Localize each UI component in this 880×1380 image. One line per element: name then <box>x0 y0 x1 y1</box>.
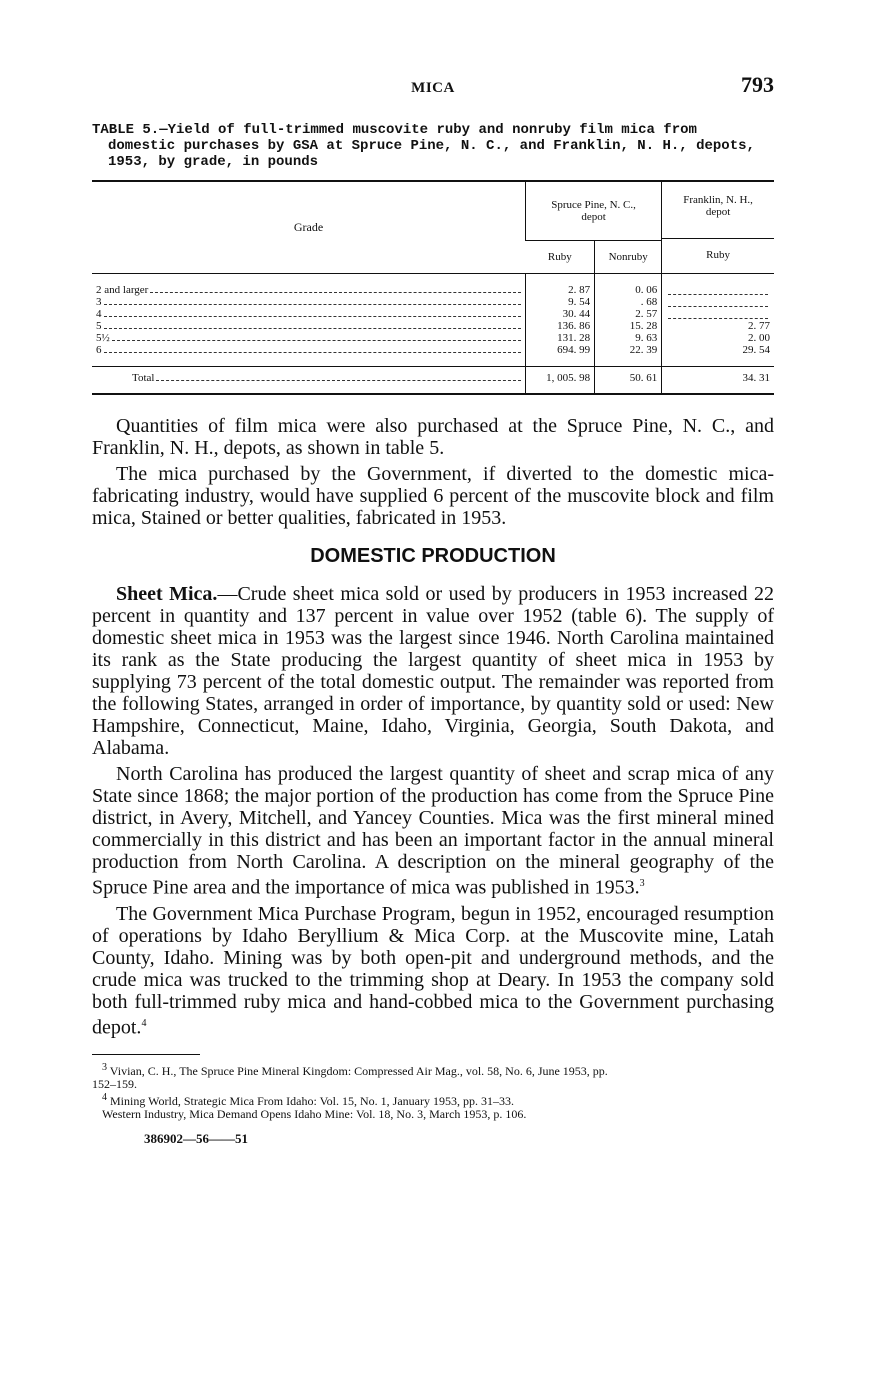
paragraph <box>92 763 774 899</box>
franklin-ruby-empty <box>662 296 774 308</box>
spruce-nonruby-value: 0. 06 <box>595 284 662 296</box>
franklin-ruby-value: 2. 00 <box>662 332 774 344</box>
footnote-divider <box>92 1054 200 1055</box>
runin-heading: Sheet Mica. <box>116 583 218 605</box>
yield-table <box>92 180 774 395</box>
grade-label: 3 <box>96 296 102 308</box>
spruce-ruby-value: 136. 86 <box>526 320 595 332</box>
paragraph-text: North Carolina has produced the largest quantity of sheet and scrap mica of any State since 1868; the major portion of the production has come from the Spruce Pine district, in Avery, Mitchell, and Yancey Counties. Mica was the first mineral mined commercially in this district and has been an important factor in the annual mineral production from North Carolina. A description on the mineral geography of the Spruce Pine area and the importance of mica was published in 1953. <box>92 763 774 899</box>
spruce-nonruby-value: 15. 28 <box>595 320 662 332</box>
paragraph: Quantities of film mica were also purchased at the Spruce Pine, N. C., and Franklin, N. H., depots, as shown in table 5. <box>92 415 774 459</box>
spruce-ruby-value: 131. 28 <box>526 332 595 344</box>
spruce-pine-header: Spruce Pine, N. C., depot <box>526 181 662 241</box>
grade-label: 5½ <box>96 332 110 344</box>
caption-line-1: TABLE 5.—Yield of full-trimmed muscovite ruby and nonruby film mica from <box>92 122 697 138</box>
grade-column-header: Grade <box>92 181 526 274</box>
franklin-header <box>662 181 774 274</box>
spruce-ruby-value: 694. 99 <box>526 344 595 356</box>
footnote-text: Mining World, Strategic Mica From Idaho: Vol. 15, No. 1, January 1953, pp. 31–33. <box>110 1094 515 1109</box>
footnotes <box>92 1061 774 1121</box>
table-caption <box>92 122 774 170</box>
paragraph: The mica purchased by the Government, if diverted to the domestic mica-fabricating industry, would have supplied 6 percent of the muscovite block and film mica, Stained or better qualities, fabricated in 1953. <box>92 463 774 529</box>
franklin-ruby-value: 29. 54 <box>662 344 774 356</box>
footnote-3-continued: 152–159. <box>92 1077 137 1092</box>
footnote-3 <box>92 1061 774 1078</box>
franklin-ruby-empty <box>662 308 774 320</box>
table-row <box>92 344 774 356</box>
paragraph-text: —Crude sheet mica sold or used by producers in 1953 increased 22 percent in quantity and 137 percent in value over 1952 (table 6). The supply of domestic sheet mica in 1953 was the largest since 1946. North Carolina maintained its rank as the State producing the largest quantity of sheet mica in 1953 by supplying 73 percent of the total domestic output. The remainder was reported from the following States, arranged in order of importance, by quantity sold or used: New Hampshire, Connecticut, Maine, Idaho, Virginia, Georgia, South Dakota, and Alabama. <box>92 583 774 759</box>
footnote-mark: 4 <box>102 1092 107 1104</box>
table-row <box>92 284 774 296</box>
table-row <box>92 332 774 344</box>
grade-label: 6 <box>96 344 102 356</box>
spruce-nonruby-label: Nonruby <box>595 241 662 274</box>
spruce-ruby-value: 30. 44 <box>526 308 595 320</box>
table-row <box>92 308 774 320</box>
paragraph <box>92 903 774 1039</box>
caption-line-3: 1953, by grade, in pounds <box>108 154 319 170</box>
footnote-4-additional: Western Industry, Mica Demand Opens Idaho Mine: Vol. 18, No. 3, March 1953, p. 106. <box>102 1107 527 1122</box>
footnote-4 <box>92 1091 774 1108</box>
total-row <box>92 367 774 390</box>
total-spruce-nonruby: 50. 61 <box>595 367 662 390</box>
grade-label: 5 <box>96 320 102 332</box>
footnote-mark: 3 <box>102 1062 107 1074</box>
spruce-nonruby-value: 2. 57 <box>595 308 662 320</box>
total-label: Total <box>132 372 155 384</box>
footnote-ref: 3 <box>639 878 645 889</box>
footnote-text: Vivian, C. H., The Spruce Pine Mineral Kingdom: Compressed Air Mag., vol. 58, No. 6, June 1953, pp. <box>109 1064 608 1079</box>
spruce-nonruby-value: 22. 39 <box>595 344 662 356</box>
running-head: MICA <box>411 80 455 96</box>
section-heading: DOMESTIC PRODUCTION <box>310 545 556 567</box>
table-row <box>92 320 774 332</box>
page-number: 793 <box>741 72 774 97</box>
franklin-ruby-empty <box>662 284 774 296</box>
footnote-ref: 4 <box>141 1017 147 1029</box>
total-franklin-ruby: 34. 31 <box>662 367 774 390</box>
printer-code: 386902—56——51 <box>144 1131 248 1147</box>
spruce-nonruby-value: . 68 <box>595 296 662 308</box>
spruce-ruby-label: Ruby <box>526 241 595 274</box>
franklin-ruby-value: 2. 77 <box>662 320 774 332</box>
spruce-ruby-value: 9. 54 <box>526 296 595 308</box>
franklin-ruby-label: Ruby <box>662 238 774 261</box>
document-page <box>92 72 774 1147</box>
page-header <box>92 72 774 102</box>
spruce-nonruby-value: 9. 63 <box>595 332 662 344</box>
body-text <box>92 415 774 1038</box>
grade-label: 2 and larger <box>96 284 149 296</box>
spruce-ruby-value: 2. 87 <box>526 284 595 296</box>
franklin-header-text: Franklin, N. H., depot <box>683 194 753 218</box>
grade-label: 4 <box>96 308 102 320</box>
table-row <box>92 296 774 308</box>
caption-line-2: domestic purchases by GSA at Spruce Pine, N. C., and Franklin, N. H., depots, <box>108 138 755 154</box>
paragraph-text: The Government Mica Purchase Program, begun in 1952, encouraged resumption of operations by Idaho Beryllium & Mica Corp. at the Muscovite mine, Latah County, Idaho. Mining was by both open-pit and underground methods, and the crude mica was trucked to the trimming shop at Deary. In 1953 the company sold both full-trimmed ruby mica and hand-cobbed mica to the Government purchasing depot. <box>92 902 774 1039</box>
paragraph <box>92 583 774 759</box>
total-spruce-ruby: 1, 005. 98 <box>526 367 595 390</box>
